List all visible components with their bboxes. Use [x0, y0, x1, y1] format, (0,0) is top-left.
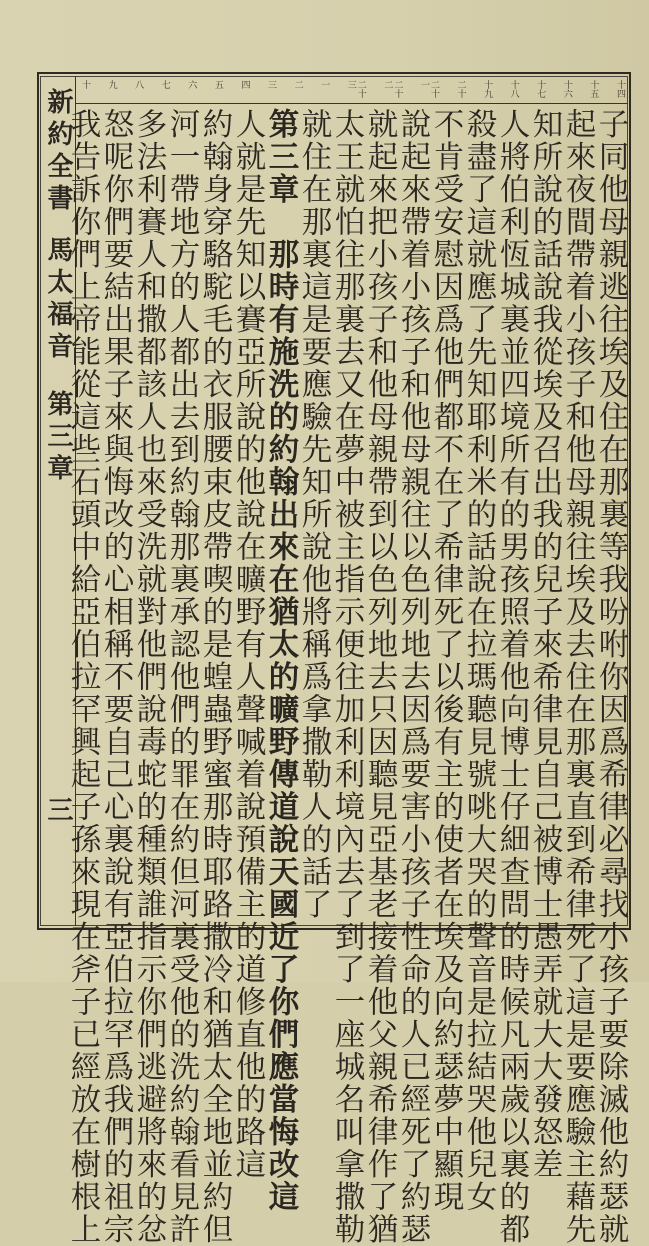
text-column: 殺盡了這就應了先知耶利米的話說在拉瑪聽見號咷大哭的聲音是拉結哭他兒女 — [461, 108, 496, 1213]
verse-number: 七 — [159, 80, 170, 89]
verse-number: 十四 — [614, 80, 625, 98]
text-column: 說起來帶着小孩子和他母親往以色列地去因爲要害小孩子性命的人已經死了約瑟 — [395, 108, 430, 1246]
book-title: 新約全書 — [43, 88, 73, 216]
verse-number: 十七 — [535, 80, 546, 98]
verse-number-row — [80, 80, 625, 102]
verse-number: 二 — [292, 80, 303, 89]
text-column: 子同他母親逃往埃及住在那裏等我吩咐你因爲希律必尋找小孩子要除滅他約瑟就 — [593, 108, 628, 1246]
chapter-heading-column: 第三章 那時有施洗的約翰出來在猶太的曠野傳道說天國近了你們應當悔改這 — [263, 108, 299, 1213]
verse-number: 十 — [80, 80, 90, 89]
verse-number: 二十二 — [382, 80, 403, 98]
text-column: 就住在那裏這是要應驗先知所說他將稱爲拿撒勒人的話了 — [296, 108, 331, 921]
text-column: 人將伯利恆城裏並四境所有的男孩照着他向博士仔細查問的時候凡兩歲以裏的都 — [494, 108, 529, 1246]
verse-number: 十八 — [508, 80, 519, 98]
text-column: 人就是先知以賽亞所說的他說在曠野有人聲喊着說預備主的道修直他的路這 — [230, 108, 265, 1181]
verse-number: 二十 — [455, 80, 466, 98]
text-column: 多法利賽人和撒都該人也來受洗就對他們說毒蛇的種類誰指示你們逃避將來的忿 — [131, 108, 166, 1246]
verse-number: 三 — [266, 80, 277, 89]
verse-number: 二十一 — [418, 80, 439, 98]
verse-number: 九 — [106, 80, 117, 89]
verse-number: 十五 — [588, 80, 599, 98]
verse-number: 八 — [133, 80, 144, 89]
text-column: 太王就怕往那裏去又在夢中被主指示便往加利利境內去了到了一座城名叫拿撒勒 — [329, 108, 364, 1246]
verse-number: 二十三 — [345, 80, 366, 98]
text-column: 起來夜間帶着小孩子和他母親往埃及去住在那裏直到希律死了這是要應驗主藉先 — [560, 108, 595, 1246]
verse-number: 十九 — [482, 80, 493, 98]
text-column: 不肯受安慰因爲他們都不在了希律死了以後有主的使者在埃及向約瑟夢中顯現 — [428, 108, 463, 1213]
verse-number: 一 — [319, 80, 330, 89]
text-column: 怒呢你們要結出果子來與悔改的心相稱不要自己心裏說有亞伯拉罕爲我們的祖宗 — [98, 108, 133, 1246]
text-column: 我告訴你們上帝能從這些石頭中給亞伯拉罕興起子孫來現在斧子已經放在樹根上 — [65, 108, 100, 1246]
verse-number: 六 — [186, 80, 197, 89]
gospel-title: 馬太福音 — [43, 236, 73, 364]
verse-number: 五 — [212, 80, 223, 89]
page-number: 三 — [43, 796, 73, 828]
chapter-title: 第三章 — [43, 390, 73, 486]
text-body — [65, 108, 628, 1246]
text-column: 河一帶地方的人都出去到約翰那裏承認他們的罪在約但河裏受他的洗約翰看見許 — [164, 108, 199, 1246]
text-column: 知所說的話說我從埃及召出我的兒子來希律見自己被博士愚弄就大大發怒差 — [527, 108, 562, 1181]
text-column: 約翰身穿駱駝毛的衣服腰束皮帶喫的是蝗蟲野蜜那時耶路撒冷和猶太全地並約但 — [197, 108, 232, 1246]
verse-number: 四 — [239, 80, 250, 89]
verse-number-divider — [76, 103, 628, 104]
verse-number: 十六 — [561, 80, 572, 98]
text-column: 就起來把小孩子和他母親帶到以色列地去只因聽見亞基老接着他父親希律作了猶 — [362, 108, 397, 1246]
